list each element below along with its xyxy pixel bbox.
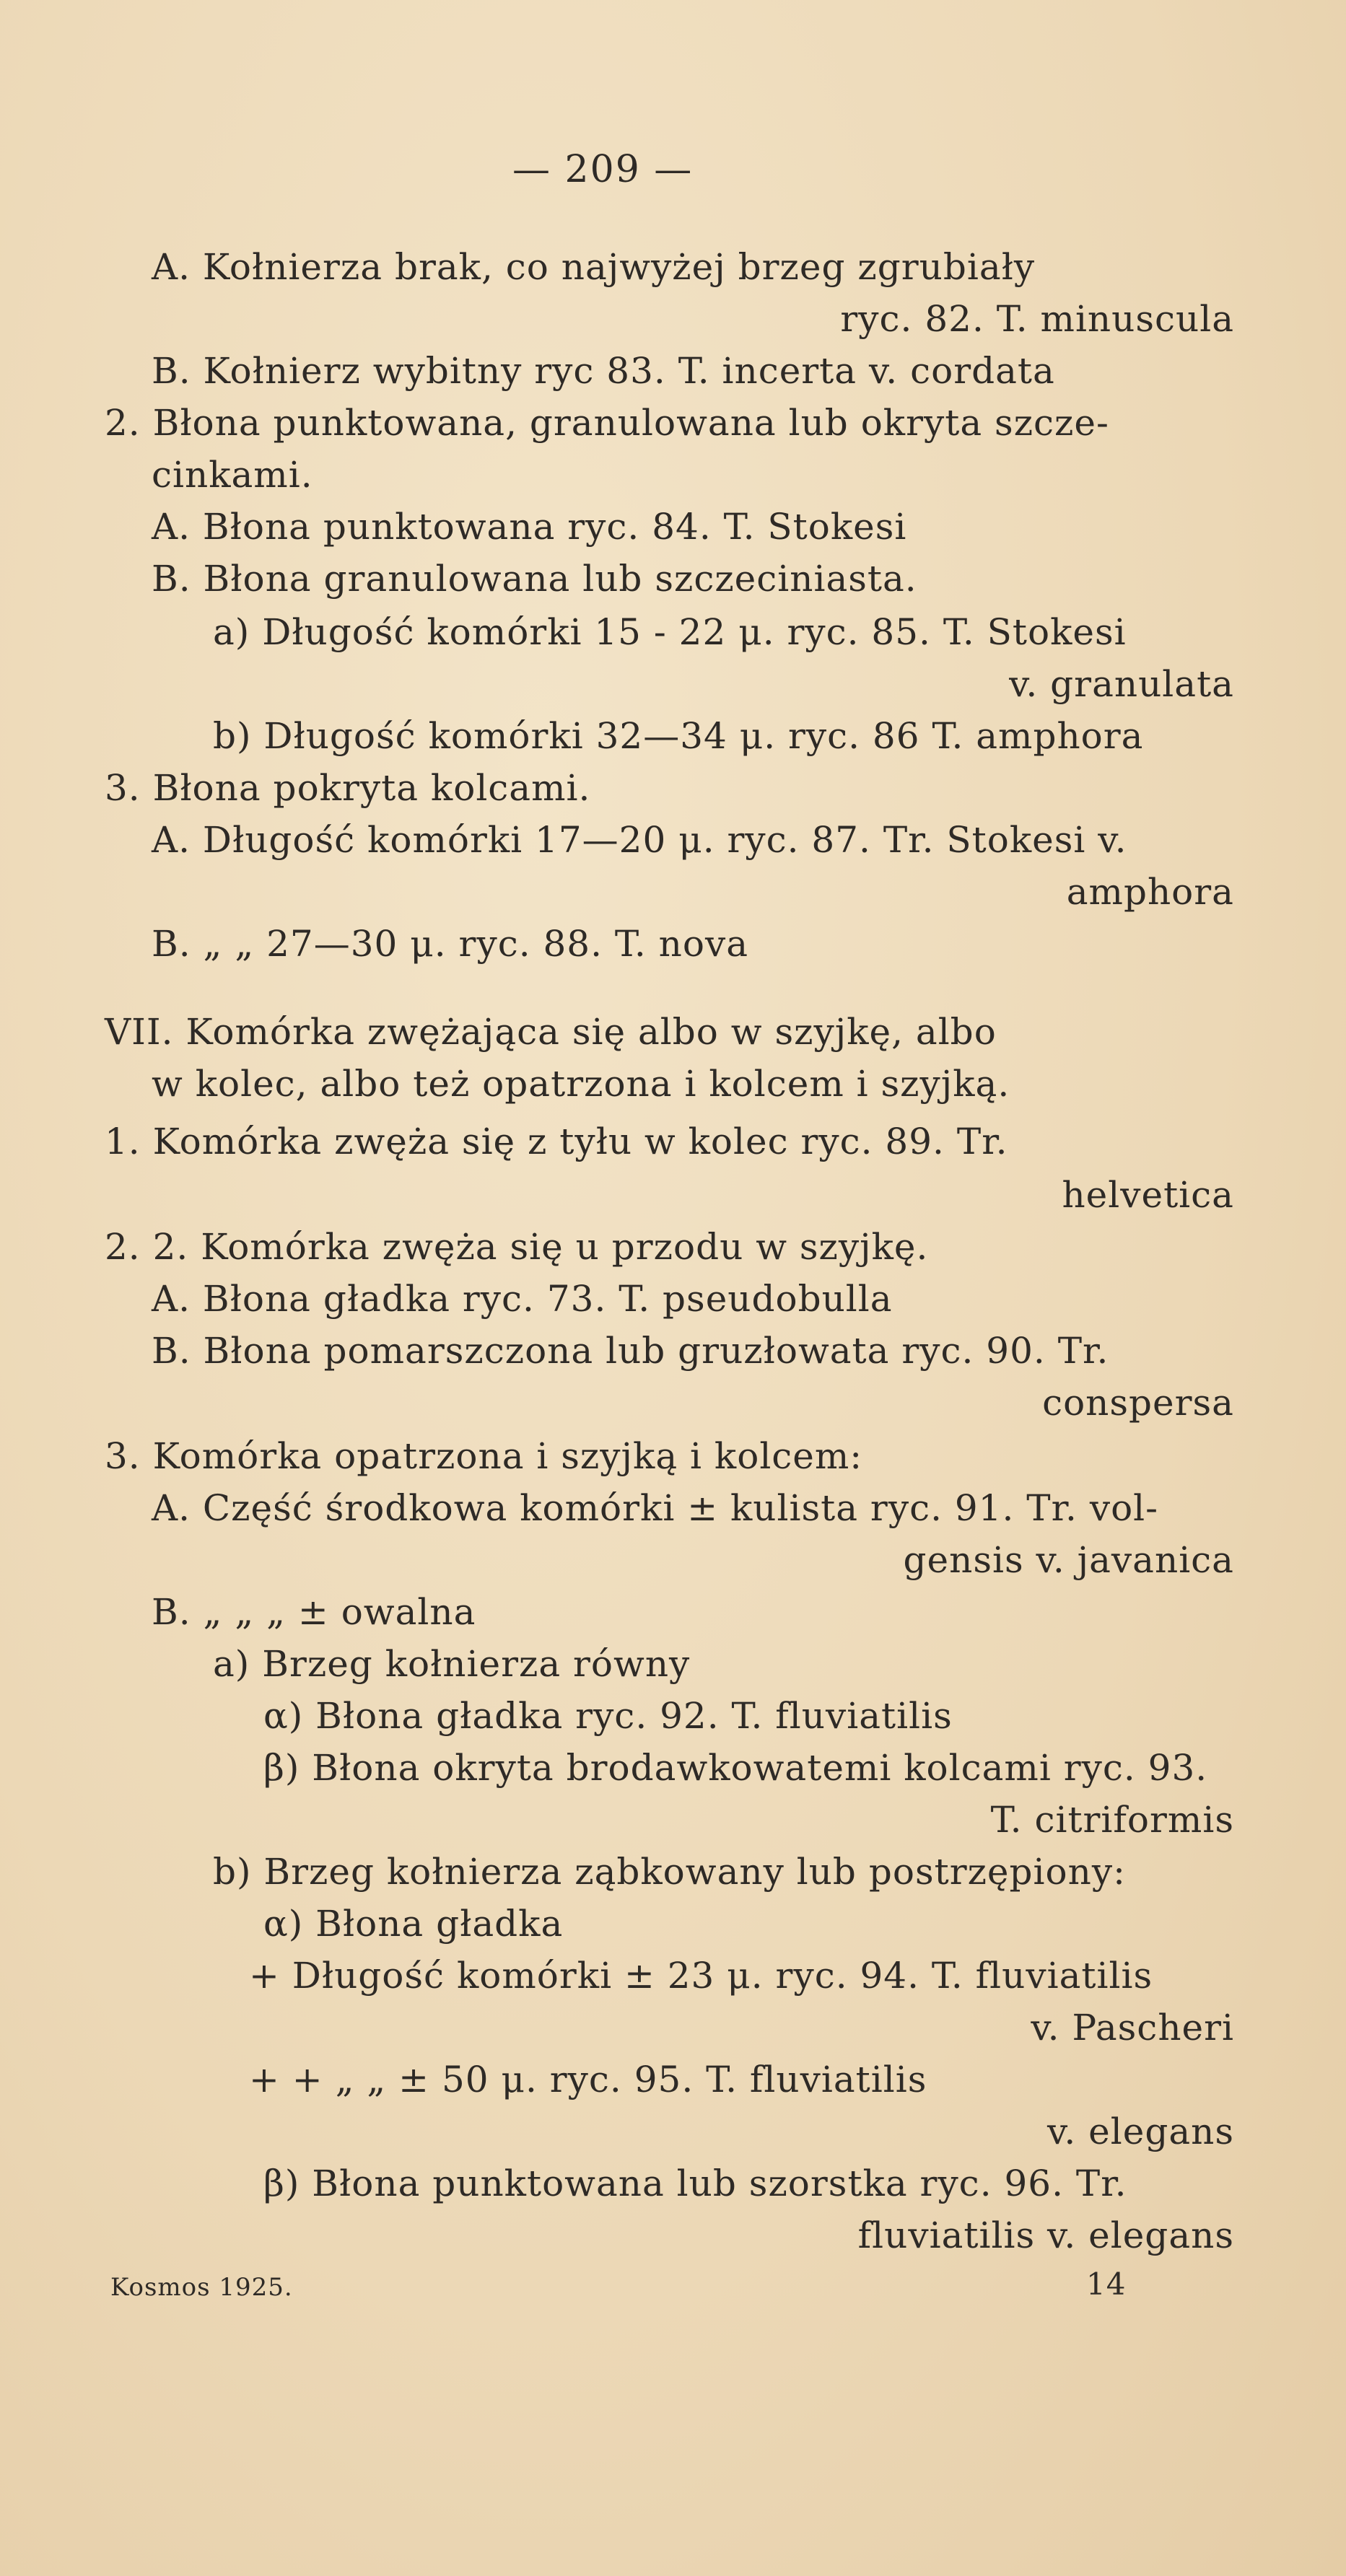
text-line: cinkami. xyxy=(152,454,313,496)
text-line: v. Pascheri xyxy=(1031,2007,1234,2049)
text-line: B. „ „ 27—30 μ. ryc. 88. T. nova xyxy=(152,923,749,965)
text-line: β) Błona okryta brodawkowatemi kolcami ryc. 93. xyxy=(263,1747,1208,1789)
text-line: + + „ „ ± 50 μ. ryc. 95. T. fluviatilis xyxy=(249,2059,927,2100)
text-line: α) Błona gładka ryc. 92. T. fluviatilis xyxy=(263,1695,953,1737)
text-line: A. Kołnierza brak, co najwyżej brzeg zgrubiały xyxy=(152,246,1036,288)
footer-journal: Kosmos 1925. xyxy=(110,2273,293,2302)
text-line: α) Błona gładka xyxy=(263,1903,564,1945)
footer-sheet-number: 14 xyxy=(1086,2266,1127,2302)
text-line: 2. 2. Komórka zwęża się u przodu w szyjkę. xyxy=(105,1226,929,1268)
text-line: 3. Błona pokryta kolcami. xyxy=(105,767,591,809)
text-line: b) Długość komórki 32—34 μ. ryc. 86 T. amphora xyxy=(213,715,1144,757)
text-line: A. Błona gładka ryc. 73. T. pseudobulla xyxy=(152,1278,893,1320)
text-line: 2. Błona punktowana, granulowana lub okryta szcze- xyxy=(105,402,1109,444)
text-line: amphora xyxy=(1066,871,1234,913)
text-line: 1. Komórka zwęża się z tyłu w kolec ryc. 89. Tr. xyxy=(105,1121,1008,1162)
page-number: — 209 — xyxy=(512,148,694,191)
text-line: a) Długość komórki 15 - 22 μ. ryc. 85. T. Stokesi xyxy=(213,611,1127,653)
text-line: v. elegans xyxy=(1047,2111,1234,2152)
text-line: VII. Komórka zwężająca się albo w szyjkę, albo xyxy=(105,1011,997,1053)
text-line: fluviatilis v. elegans xyxy=(857,2214,1234,2256)
text-line: ryc. 82. T. minuscula xyxy=(840,298,1234,340)
text-line: v. granulata xyxy=(1009,663,1234,705)
text-line: + Długość komórki ± 23 μ. ryc. 94. T. fluviatilis xyxy=(249,1955,1153,1997)
text-line: A. Część środkowa komórki ± kulista ryc. 91. Tr. vol- xyxy=(152,1487,1159,1529)
text-line: β) Błona punktowana lub szorstka ryc. 96. Tr. xyxy=(263,2163,1127,2204)
text-line: gensis v. javanica xyxy=(903,1539,1234,1581)
text-line: conspersa xyxy=(1042,1382,1234,1424)
text-line: w kolec, albo też opatrzona i kolcem i szyjką. xyxy=(152,1063,1010,1105)
text-line: b) Brzeg kołnierza ząbkowany lub postrzępiony: xyxy=(213,1851,1126,1893)
text-line: B. „ „ „ ± owalna xyxy=(152,1591,476,1633)
text-line: a) Brzeg kołnierza równy xyxy=(213,1643,691,1685)
text-line: A. Błona punktowana ryc. 84. T. Stokesi xyxy=(152,506,907,548)
text-line: B. Błona granulowana lub szczeciniasta. xyxy=(152,558,917,600)
text-line: A. Długość komórki 17—20 μ. ryc. 87. Tr. Stokesi v. xyxy=(152,819,1127,861)
text-line: 3. Komórka opatrzona i szyjką i kolcem: xyxy=(105,1435,863,1477)
text-line: helvetica xyxy=(1062,1174,1234,1216)
text-line: B. Błona pomarszczona lub gruzłowata ryc. 90. Tr. xyxy=(152,1330,1109,1372)
text-line: T. citriformis xyxy=(990,1799,1234,1841)
text-line: B. Kołnierz wybitny ryc 83. T. incerta v. cordata xyxy=(152,350,1055,392)
